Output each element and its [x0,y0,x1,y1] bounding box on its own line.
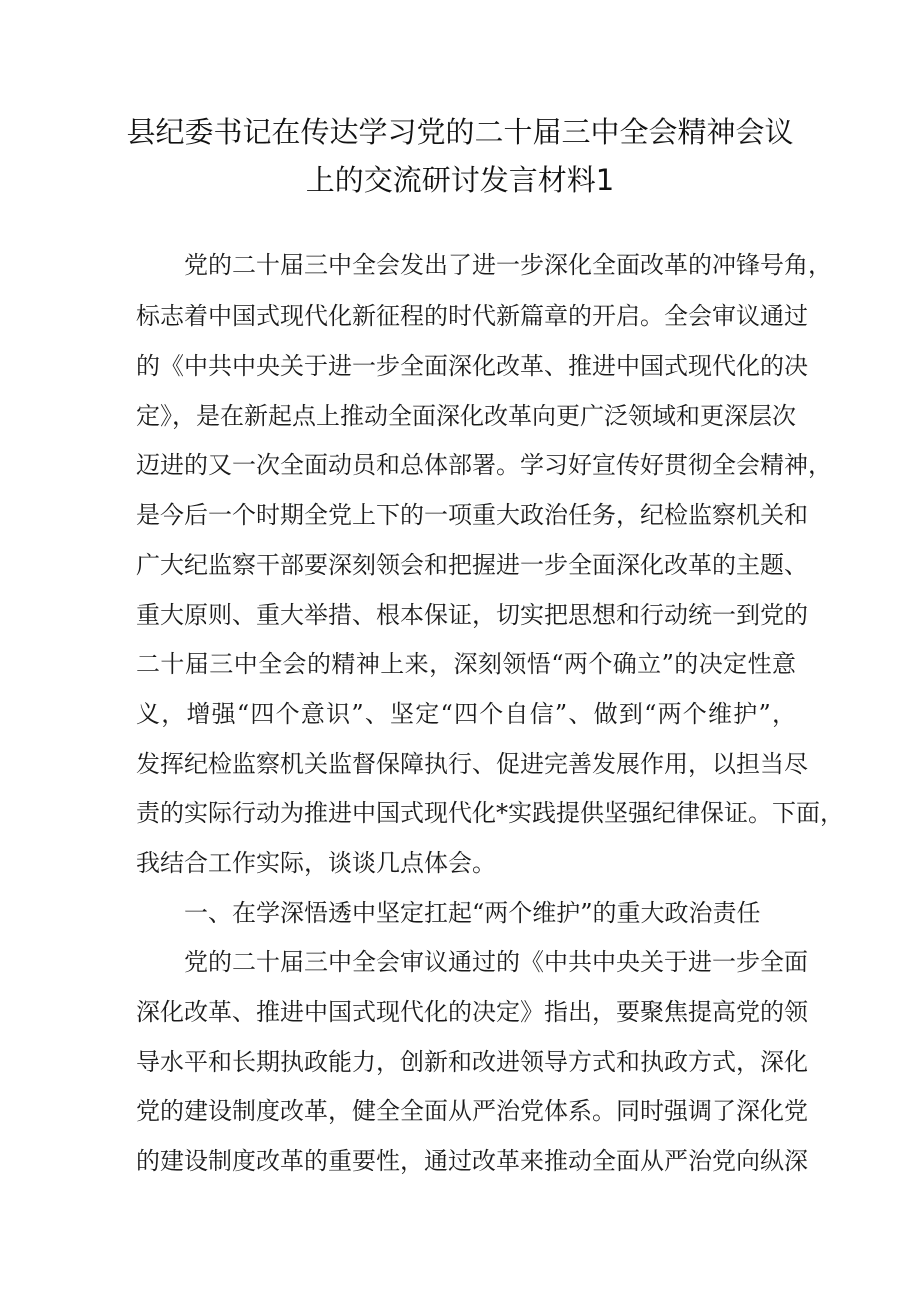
paragraph-line: 我结合工作实际，谈谈几点体会。 [136,849,496,877]
section-heading: 一、在学深悟透中坚定扛起“两个维护”的重大政治责任 [184,899,761,927]
paragraph-line: 党的二十届三中全会审议通过的《中共中央关于进一步全面 [184,948,808,976]
paragraph-line: 重大原则、重大举措、根本保证，切实把思想和行动统一到党的 [136,601,808,629]
paragraph-line: 迈进的又一次全面动员和总体部署。学习好宣传好贯彻全会精神， [136,451,832,479]
paragraph-line: 的建设制度改革的重要性，通过改革来推动全面从严治党向纵深 [136,1147,808,1175]
paragraph-line: 导水平和长期执政能力，创新和改进领导方式和执政方式，深化 [136,1048,808,1076]
paragraph-line: 责的实际行动为推进中国式现代化*实践提供坚强纪律保证。下面， [136,799,844,827]
paragraph-line: 标志着中国式现代化新征程的时代新篇章的开启。全会审议通过 [136,302,808,330]
paragraph-line: 深化改革、推进中国式现代化的决定》指出，要聚焦提高党的领 [136,998,808,1026]
paragraph-line: 发挥纪检监察机关监督保障执行、促进完善发展作用，以担当尽 [136,750,808,778]
paragraph-line: 是今后一个时期全党上下的一项重大政治任务，纪检监察机关和 [136,501,808,529]
paragraph-line: 党的二十届三中全会发出了进一步深化全面改革的冲锋号角， [184,251,832,279]
paragraph-line: 二十届三中全会的精神上来，深刻领悟“两个确立”的决定性意 [136,650,796,678]
document-title-line-2: 上的交流研讨发言材料1 [305,163,615,197]
paragraph-line: 党的建设制度改革，健全全面从严治党体系。同时强调了深化党 [136,1097,808,1125]
document-title-line-1: 县纪委书记在传达学习党的二十届三中全会精神会议 [126,115,794,149]
paragraph-line: 定》，是在新起点上推动全面深化改革向更广泛领域和更深层次 [136,402,796,430]
paragraph-line: 的《中共中央关于进一步全面深化改革、推进中国式现代化的决 [136,352,808,380]
paragraph-line: 义，增强“四个意识”、坚定“四个自信”、做到“两个维护”， [136,700,796,728]
paragraph-line: 广大纪监察干部要深刻领会和把握进一步全面深化改革的主题、 [136,551,808,579]
